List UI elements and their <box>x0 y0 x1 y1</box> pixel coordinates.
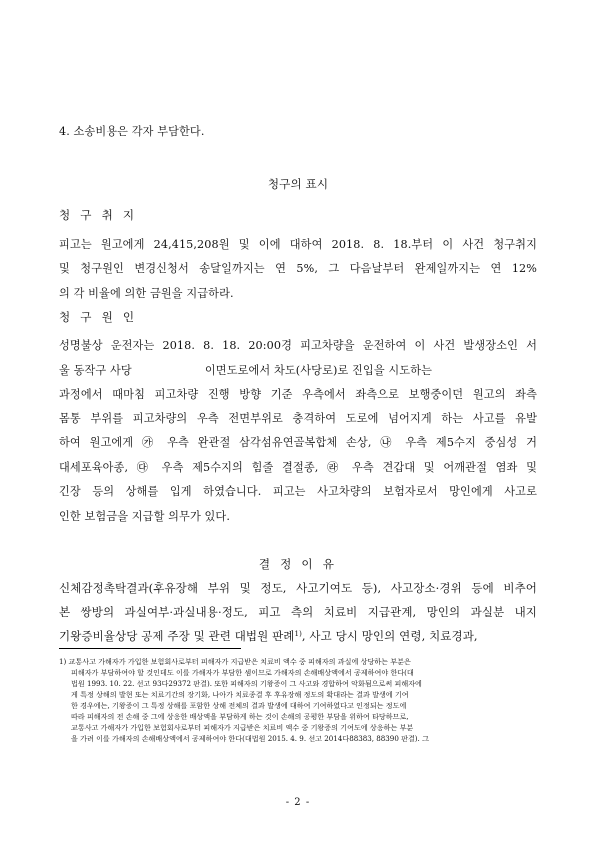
footnote-divider <box>59 648 241 649</box>
claim-cause-line: 몸통 부위를 피고차량의 우측 전면부위로 충격하여 도로에 넘어지게 하는 사고를 유발 <box>59 412 537 425</box>
footnote-line: 을 가려 이를 가해자의 손해배상액에서 공제하여야 한다(대법원 2015. 4. 9. 선고 2014다88383, 88390 판결). 그 <box>71 734 429 743</box>
footnote-line: 1) 교통사고 가해자가 가입한 보험회사로부터 피해자가 지급받은 치료비 액수 중 피해자의 과실에 상당하는 부분은 <box>59 657 411 666</box>
claim-cause-line: 대세포육아종, ㉰ 우측 제5수지의 힘줄 결절종, ㉱ 우측 견갑대 및 어깨관절 염좌 및 <box>59 461 537 474</box>
claim-cause-line: 울 동작구 사당 이면도로에서 차도(사당로)로 진입을 시도하는 <box>59 364 433 377</box>
reasons-line-text: 기왕증비율상당 공제 주장 및 관련 대법원 판례 <box>59 629 295 643</box>
claim-cause-line: 과정에서 때마침 피고차량 진행 방향 기준 우측에서 좌측으로 보행중이던 원고의 좌측 <box>59 388 537 401</box>
claim-cause-line: 하여 원고에게 ㉮ 우측 완관절 삼각섬유연골복합체 손상, ㉯ 우측 제5수지 중심성 거 <box>59 436 537 449</box>
footnote-line: 교통사고 가해자가 가입한 보험회사로부터 피해자가 지급받은 치료비 액수 중 기왕증의 기여도에 상응하는 부분 <box>71 723 414 732</box>
reasons-line: 본 쌍방의 과실여부·과실내용·정도, 피고 측의 치료비 지급관계, 망인의 과실분 내지 <box>59 605 537 619</box>
page-number: - 2 - <box>285 797 311 808</box>
reasons-line-tail: , 사고 당시 망인의 연령, 치료경과, <box>301 629 478 643</box>
heading-claim-purpose: 청 구 취 지 <box>59 208 138 222</box>
footnote-line: 따라 피해자의 전 손해 중 그에 상응한 배상액을 부담하게 하는 것이 손해의 공평한 부담을 위하여 타당하므로, <box>71 712 409 721</box>
section-title-claims: 청구의 표시 <box>267 177 329 191</box>
reasons-line <box>59 628 537 644</box>
claim-cause-line: 성명불상 운전자는 2018. 8. 18. 20:00경 피고차량을 운전하여 이 사건 발생장소인 서 <box>59 339 537 352</box>
heading-claim-cause: 청 구 원 인 <box>59 310 138 324</box>
claim-cause-line: 긴장 등의 상해를 입게 하였습니다. 피고는 사고차량의 보험자로서 망인에게 사고로 <box>59 485 537 498</box>
claim-purpose-line: 의 각 비율에 의한 금원을 지급하라. <box>59 287 234 300</box>
claim-purpose-line: 피고는 원고에게 24,415,208원 및 이에 대하여 2018. 8. 18.부터 이 사건 청구취지 <box>59 238 537 251</box>
reasons-line: 신체감정촉탁결과(후유장해 부위 및 정도, 사고기여도 등), 사고장소·경위 등에 비추어 <box>59 581 537 595</box>
footnote-line: 게 특정 상해의 발현 또는 치료기간의 장기화, 나아가 치료종결 후 후유장해 정도의 확대라는 결과 발생에 기여 <box>71 690 409 699</box>
section-title-reasons: 결 정 이 유 <box>258 557 338 571</box>
footnote-line: 피해자가 부담하여야 할 것인데도 이를 가해자가 부담한 셈이므로 가해자의 손해배상액에서 공제하여야 한다(대 <box>71 668 414 677</box>
footnote-line: 법원 1993. 10. 22. 선고 93다29372 판결). 또한 피해자의 기왕증이 그 사고와 경합하여 악화됨으로써 피해자에 <box>71 679 422 688</box>
footnote-line: 한 경우에는, 기왕증이 그 특정 상해를 포함한 상해 전체의 결과 발생에 대하여 기여하였다고 인정되는 정도에 <box>71 701 407 710</box>
claim-cause-line: 인한 보험금을 지급할 의무가 있다. <box>59 510 230 523</box>
footnote-reference: 1) <box>294 630 302 638</box>
body-paragraph: 4. 소송비용은 각자 부담한다. <box>59 125 205 138</box>
claim-purpose-line: 및 청구원인 변경신청서 송달일까지는 연 5%, 그 다음날부터 완제일까지는 연 12% <box>59 262 537 275</box>
